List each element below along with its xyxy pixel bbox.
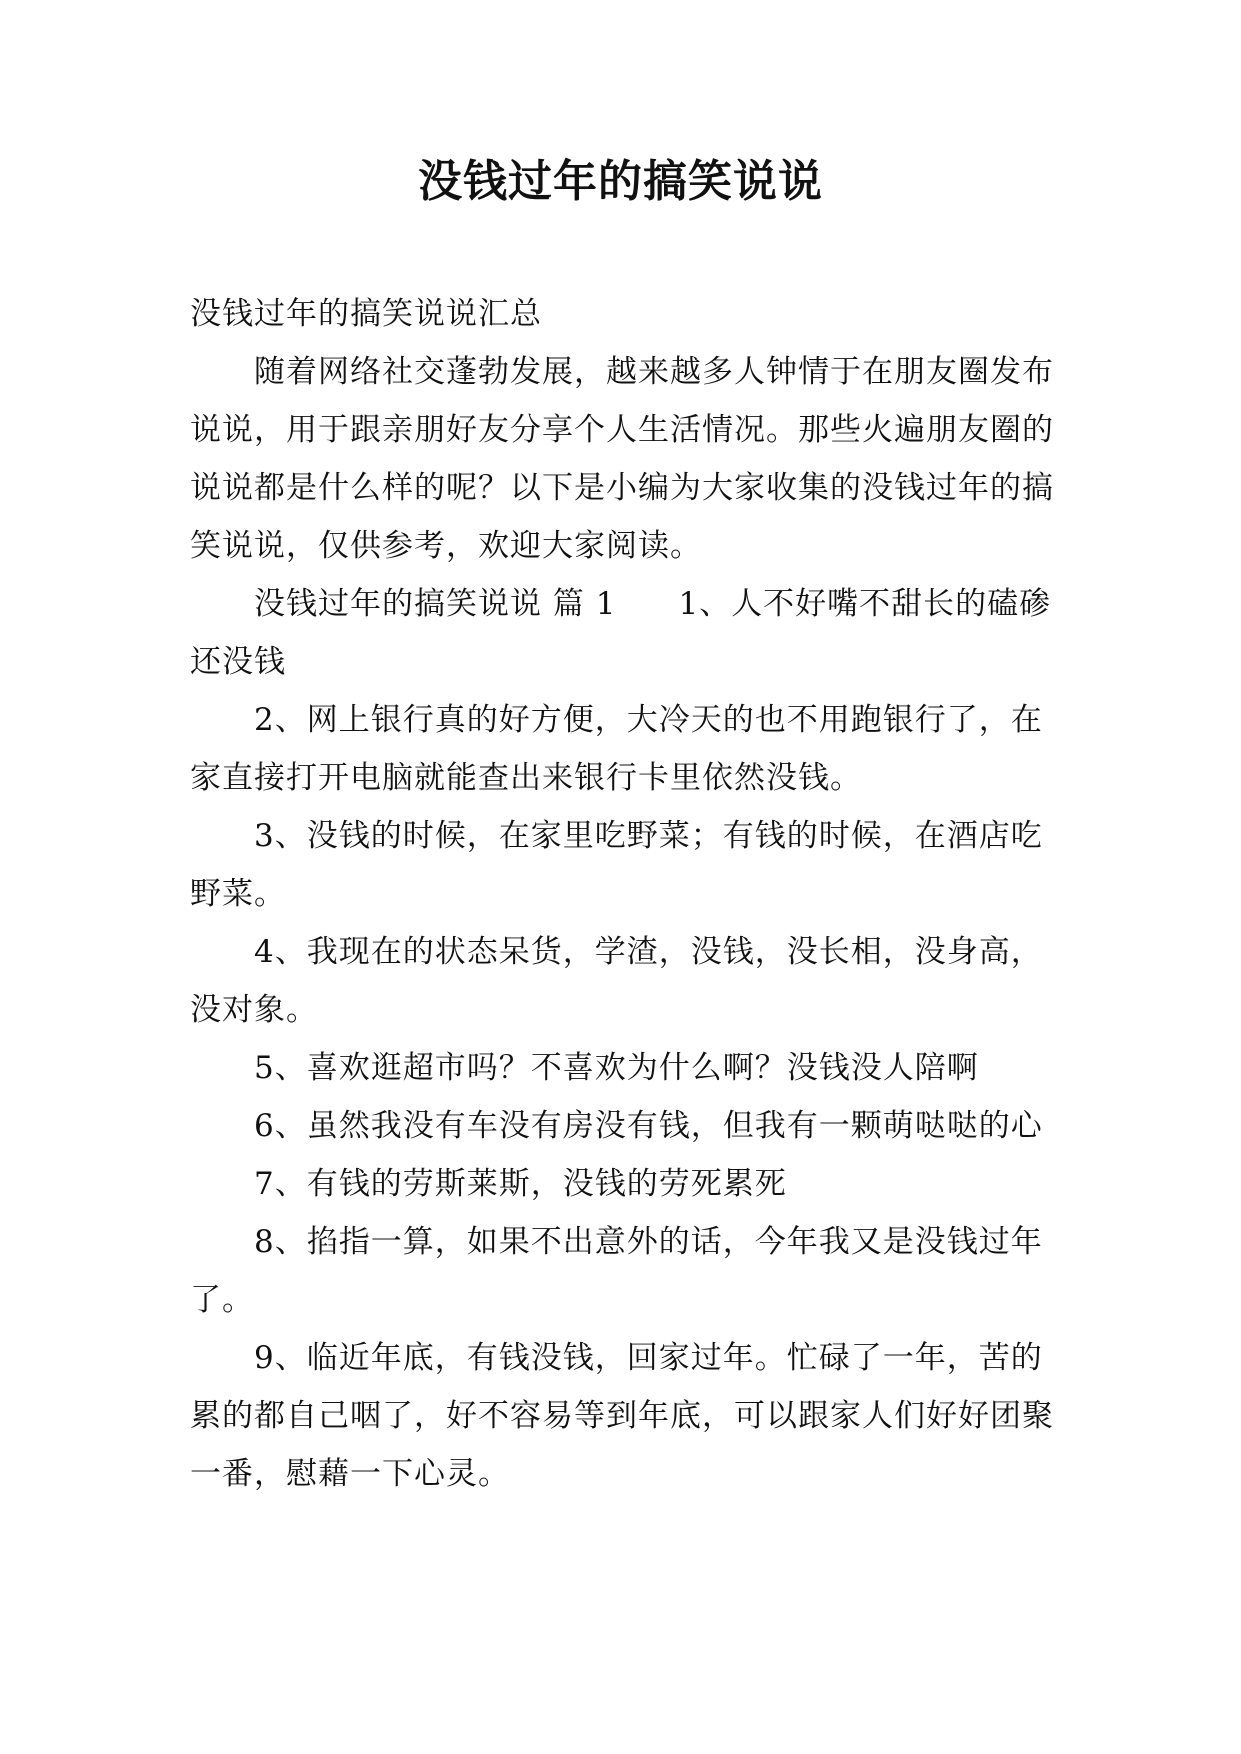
- list-item: 4、我现在的状态呆货，学渣，没钱，没长相，没身高，没对象。: [190, 934, 1043, 1028]
- document-body: [190, 285, 1070, 1503]
- document-title: 没钱过年的搞笑说说: [418, 156, 823, 207]
- section-heading-paragraph: [190, 575, 1070, 691]
- section-heading: 没钱过年的搞笑说说 篇 1: [254, 586, 617, 622]
- list-item: 1、人不好嘴不甜长的磕碜还没钱: [190, 586, 1052, 680]
- document-subtitle: 没钱过年的搞笑说说汇总: [190, 296, 542, 332]
- list-item: 6、虽然我没有车没有房没有钱，但我有一颗萌哒哒的心: [254, 1108, 1043, 1144]
- list-item: 7、有钱的劳斯莱斯，没钱的劳死累死: [254, 1166, 787, 1202]
- list-item: 8、掐指一算，如果不出意外的话，今年我又是没钱过年了。: [190, 1224, 1043, 1318]
- list-item: 5、喜欢逛超市吗？不喜欢为什么啊？没钱没人陪啊: [254, 1050, 979, 1086]
- list-item: 3、没钱的时候，在家里吃野菜；有钱的时候，在酒店吃野菜。: [190, 818, 1043, 912]
- intro-paragraph: 随着网络社交蓬勃发展，越来越多人钟情于在朋友圈发布说说，用于跟亲朋好友分享个人生活情况。那些火遍朋友圈的说说都是什么样的呢？以下是小编为大家收集的没钱过年的搞笑说说，仅供参考，欢迎大家阅读。: [190, 354, 1054, 564]
- list-item: 2、网上银行真的好方便，大冷天的也不用跑银行了，在家直接打开电脑就能查出来银行卡里依然没钱。: [190, 702, 1043, 796]
- list-item: 9、临近年底，有钱没钱，回家过年。忙碌了一年，苦的累的都自己咽了，好不容易等到年底，可以跟家人们好好团聚一番，慰藉一下心灵。: [190, 1340, 1054, 1492]
